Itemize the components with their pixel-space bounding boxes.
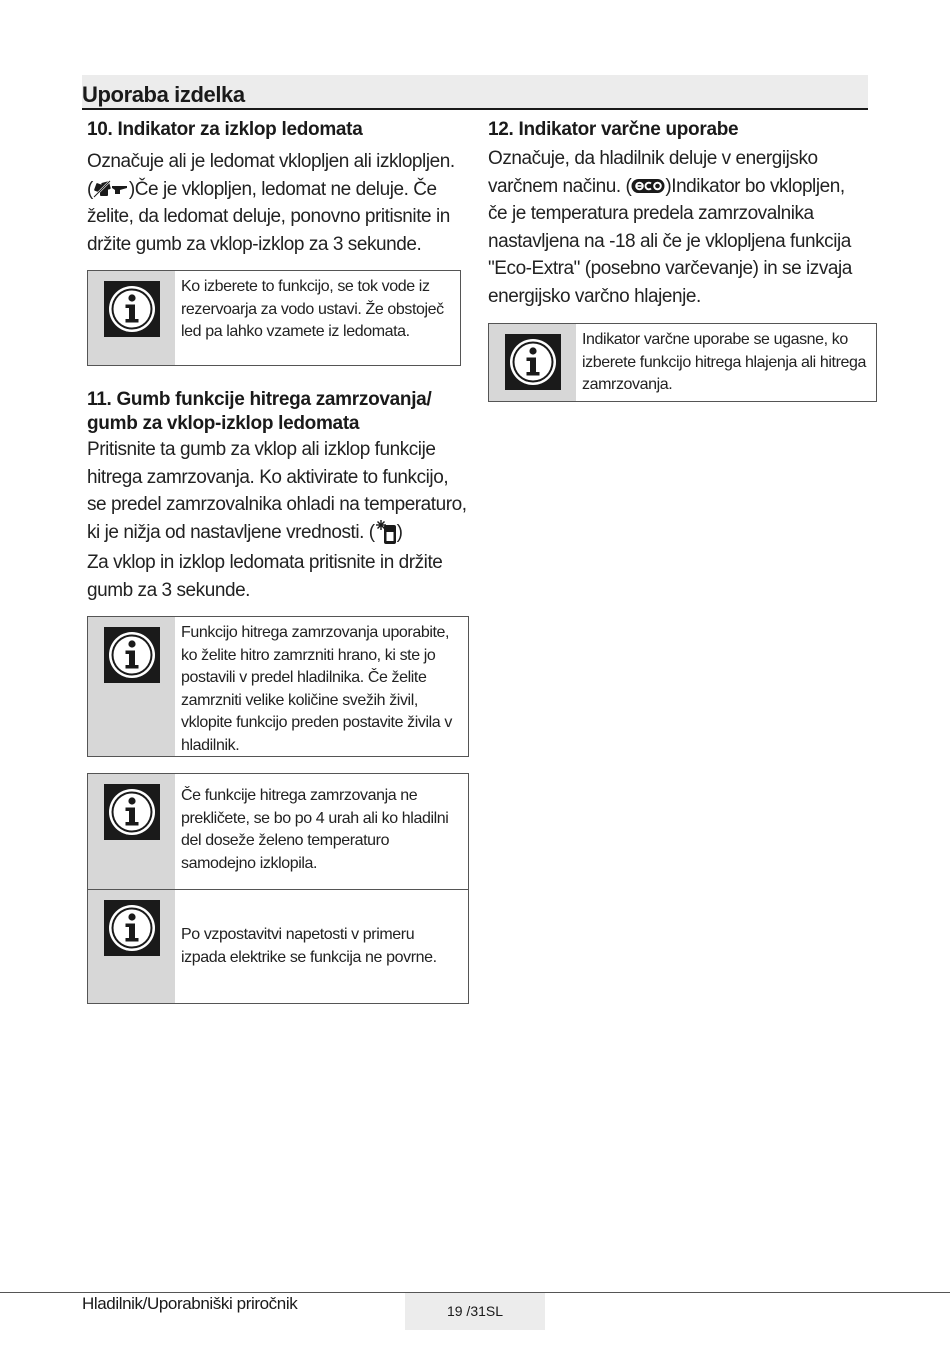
section-12-text-start: Označuje, da hladilnik deluje v energijsko varčnem načinu. (: [488, 148, 818, 197]
section-10-text-rest: )Če je vklopljen, ledomat ne deluje. Če želite, da ledomat deluje, ponovno pritisnite in držite gumb za vklop-izklop za 3 sekunde.: [87, 178, 450, 255]
page-header: [82, 75, 868, 110]
section-10-text: [87, 148, 459, 258]
info-note-11b-text: Če funkcije hitrega zamrzovanja ne prekličete, se bo po 4 urah ali ko hladilni del doseže želeno temperaturo samodejno izklopila.: [181, 787, 449, 872]
info-icon: [104, 900, 160, 956]
section-10-text-line1: Označuje ali je ledomat vklopljen ali izklopljen.: [87, 151, 455, 172]
info-icon-cell: [88, 774, 175, 889]
eco-icon: [631, 178, 665, 194]
info-note-11c-text: Po vzpostavitvi napetosti v primeru izpada elektrike se funkcija ne povrne.: [181, 926, 437, 966]
ice-off-icon: [93, 180, 129, 198]
info-note-12: [488, 323, 877, 402]
info-icon: [104, 281, 160, 337]
right-column: [488, 118, 880, 402]
info-note-11a: [87, 616, 469, 757]
section-12-title: 12. Indikator varčne uporabe: [488, 119, 739, 140]
info-icon: [104, 627, 160, 683]
footer-page-number: 19 /31SL: [405, 1293, 545, 1330]
info-note-10: [87, 270, 461, 366]
info-icon-cell: [88, 271, 175, 365]
info-note-11b: [87, 773, 469, 889]
info-note-10-text: Ko izberete to funkcijo, se tok vode iz rezervoarja za vodo ustavi. Že obstoječ led pa lahko vzamete iz ledomata.: [181, 278, 444, 340]
left-column: [87, 118, 472, 1004]
quick-freeze-icon: [375, 519, 397, 545]
info-note-11a-text: Funkcijo hitrega zamrzovanja uporabite, ko želite hitro zamrzniti hrano, ki ste jo postavili v predel hladilnika. Če želite zamrzniti velike količine svežih živil, vklopite funkcijo preden postavite živila v hladilnik.: [181, 624, 452, 754]
footer-manual-title: Hladilnik/Uporabniški priročnik: [82, 1294, 298, 1313]
section-11-text-2: Za vklop in izklop ledomata pritisnite in držite gumb za 3 sekunde.: [87, 552, 443, 601]
section-11-text-1-close: ): [396, 521, 403, 543]
info-icon: [104, 784, 160, 840]
section-12-text: [488, 145, 866, 310]
info-icon-cell: [88, 617, 175, 756]
info-note-12-text: Indikator varčne uporabe se ugasne, ko izberete funkcijo hitrega hlajenja ali hitrega zamrzovanja.: [582, 331, 867, 393]
section-11-title: 11. Gumb funkcije hitrega zamrzovanja/ gumb za vklop-izklop ledomata: [87, 389, 432, 434]
section-11-text-1-body: Pritisnite ta gumb za vklop ali izklop funkcije hitrega zamrzovanja. Ko aktivirate to funkcijo, se predel zamrzovalnika ohladi na temperaturo, ki je nižja od nastavljene vrednosti. (: [87, 439, 467, 543]
info-icon-cell: [88, 890, 175, 1003]
section-10-title: 10. Indikator za izklop ledomata: [87, 119, 363, 140]
info-note-11c: [87, 889, 469, 1004]
section-11-text-1: [87, 436, 472, 546]
section-12-text-rest: )Indikator bo vklopljen, če je temperatura predela zamrzovalnika nastavljena na -18 ali če je vklopljena funkcija "Eco-Extra" (posebno varčevanje) in se izvaja energijsko varčno hlajenje.: [488, 175, 852, 307]
info-icon-cell: [489, 324, 576, 401]
section-10-text-open: (: [87, 178, 93, 200]
info-icon: [505, 334, 561, 390]
page-title: Uporaba izdelka: [82, 82, 245, 107]
